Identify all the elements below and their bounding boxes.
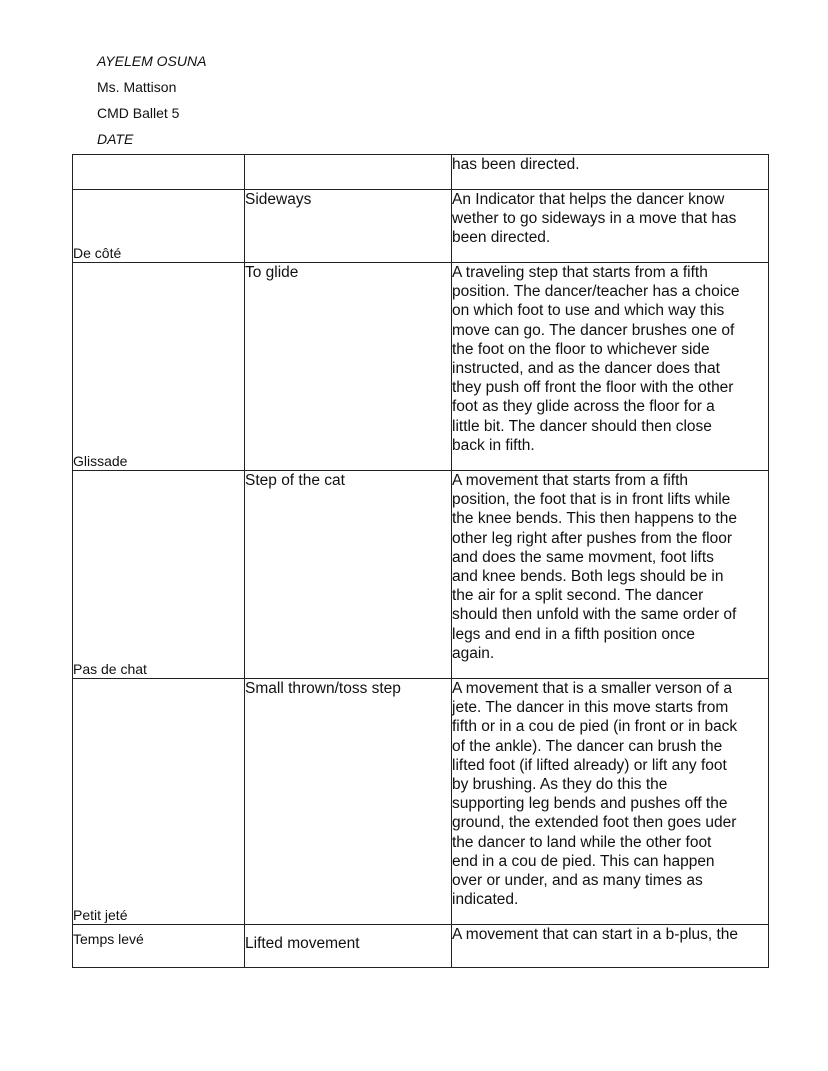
definition-line: again. [452,644,495,662]
definition-line: other leg right after pushes from the floor [452,529,733,547]
translation-cell: Sideways [245,190,452,263]
definition-line: the foot on the floor to whichever side [452,340,710,358]
definition-line: the knee bends. This then happens to the [452,510,737,528]
definition-line: legs and end in a fifth position once [452,625,696,643]
definition-line: wether to go sideways in a move that has [452,210,737,228]
definition-line: A movement that is a smaller verson of a [452,680,732,697]
table-row [73,155,769,190]
definition-line: they push off front the floor with the other [452,379,734,397]
translation-cell: To glide [245,263,452,471]
term-cell: Petit jeté [73,679,245,925]
student-name: AYELEM OSUNA [97,53,207,69]
definition-line: A movement that can start in a b-plus, the [452,926,739,943]
class-name: CMD Ballet 5 [97,105,180,121]
table-row [73,190,769,263]
definition-line: A movement that starts from a fifth [452,472,689,489]
definition-line: supporting leg bends and pushes off the [452,795,728,813]
definition-line: and does the same movment, foot lifts [452,548,714,566]
definition-line: instructed, and as the dancer does that [452,360,720,378]
table-row [73,679,769,925]
term-cell: Glissade [73,263,245,471]
definition-line: been directed. [452,229,551,247]
definition-line: over or under, and as many times as [452,872,703,890]
translation-cell: Lifted movement [245,925,452,968]
translation-cell: Step of the cat [245,471,452,679]
table-row [73,263,769,471]
definition-line: fifth or in a cou de pied (in front or in back [452,718,738,736]
definition-cell [452,263,769,471]
date-field: DATE [97,131,134,147]
ballet-terms-table [72,154,769,968]
definition-line: by brushing. As they do this the [452,776,668,794]
table-row [73,925,769,968]
definition-line: lifted foot (if lifted already) or lift any foot [452,756,727,774]
definition-line: move can go. The dancer brushes one of [452,321,735,339]
definition-line: jete. The dancer in this move starts from [452,699,729,717]
teacher-name: Ms. Mattison [97,79,177,95]
definition-cell [452,190,769,263]
definition-line: back in fifth. [452,436,535,454]
document-header [97,48,206,152]
definition-line: ground, the extended foot then goes uder [452,814,737,832]
definition-cell [452,471,769,679]
translation-cell: Small thrown/toss step [245,679,452,925]
definition-line: the air for a split second. The dancer [452,587,704,605]
term-cell: Temps levé [73,925,245,968]
definition-line: of the ankle). The dancer can brush the [452,737,723,755]
term-cell [73,155,245,190]
term-cell: Pas de chat [73,471,245,679]
term-cell: De côté [73,190,245,263]
definition-line: A traveling step that starts from a fifth [452,264,708,281]
definition-line: An Indicator that helps the dancer know [452,191,725,208]
definition-line: on which foot to use and which way this [452,302,725,320]
definition-line: indicated. [452,891,519,909]
table-row [73,471,769,679]
definition-line: and knee bends. Both legs should be in [452,568,724,586]
definition-line: foot as they glide across the floor for a [452,398,715,416]
definition-line: little bit. The dancer should then close [452,417,712,435]
definition-line: should then unfold with the same order of [452,606,737,624]
definition-line: end in a cou de pied. This can happen [452,852,715,870]
definition-cell [452,925,769,968]
definition-cell [452,679,769,925]
definition-line: the dancer to land while the other foot [452,833,712,851]
definition-cell [452,155,769,190]
translation-cell [245,155,452,190]
definition-line: position. The dancer/teacher has a choice [452,283,740,301]
definition-line: position, the foot that is in front lifts while [452,491,731,509]
definition-line: has been directed. [452,156,580,173]
